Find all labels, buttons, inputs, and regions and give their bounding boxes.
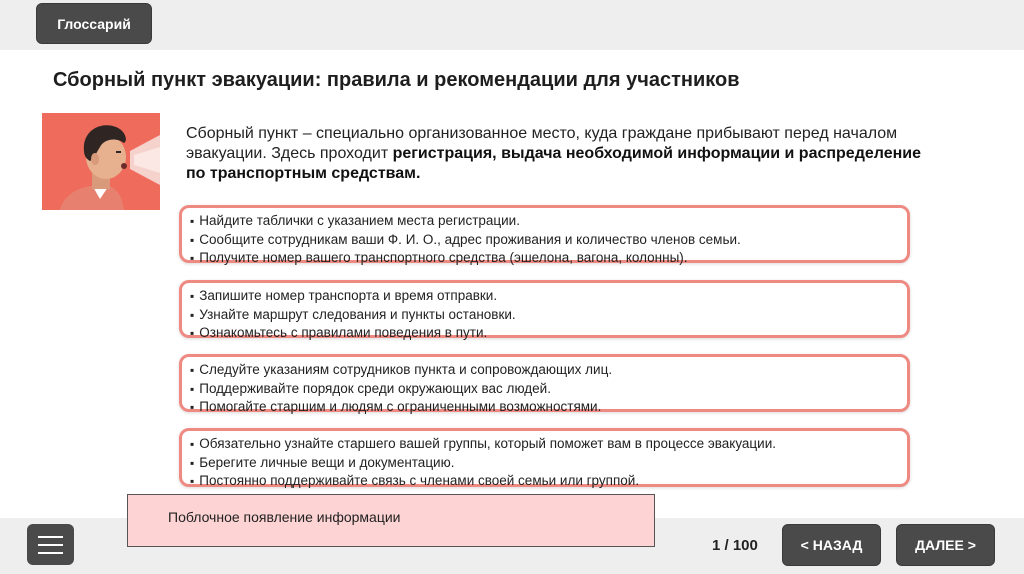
- list-item: ▪ Запишите номер транспорта и время отправки.: [190, 287, 897, 306]
- list-item: ▪ Ознакомьтесь с правилами поведения в пути.: [190, 324, 897, 343]
- page-title: Сборный пункт эвакуации: правила и рекомендации для участников: [53, 69, 740, 91]
- list-item: ▪ Поддерживайте порядок среди окружающих вас людей.: [190, 380, 897, 399]
- back-button[interactable]: < НАЗАД: [782, 524, 881, 566]
- top-bar: [0, 0, 1024, 50]
- info-block-3: [179, 354, 910, 412]
- next-button[interactable]: ДАЛЕЕ >: [896, 524, 995, 566]
- list-item: ▪ Найдите таблички с указанием места регистрации.: [190, 212, 897, 231]
- intro-bold: регистрация, выдача необходимой информации и распределение по транспортным средствам.: [186, 145, 922, 182]
- list-item: ▪ Помогайте старшим и людям с ограниченными возможностями.: [190, 398, 897, 417]
- hamburger-icon: [38, 536, 63, 538]
- person-speaking-icon: [42, 113, 160, 210]
- list-item: ▪ Следуйте указаниям сотрудников пункта и сопровождающих лиц.: [190, 361, 897, 380]
- list-item: ▪ Получите номер вашего транспортного средства (эшелона, вагона, колонны).: [190, 249, 897, 268]
- info-block-2: [179, 280, 910, 338]
- list-item: ▪ Постоянно поддерживайте связь с членами своей семьи или группой.: [190, 472, 897, 491]
- list-item: ▪ Сообщите сотрудникам ваши Ф. И. О., адрес проживания и количество членов семьи.: [190, 231, 897, 250]
- list-item: ▪ Обязательно узнайте старшего вашей группы, который поможет вам в процессе эвакуации.: [190, 435, 897, 454]
- menu-button[interactable]: [27, 524, 74, 565]
- page-counter: 1 / 100: [712, 537, 758, 554]
- glossary-button[interactable]: Глоссарий: [36, 3, 152, 44]
- info-block-1: [179, 205, 910, 263]
- list-item: ▪ Узнайте маршрут следования и пункты остановки.: [190, 306, 897, 325]
- intro-plain: Сборный пункт – специально организованное место, куда граждане прибывают перед началом эвакуации. Здесь проходит: [186, 125, 898, 162]
- annotation-note: Поблочное появление информации: [127, 494, 655, 547]
- list-item: ▪ Берегите личные вещи и документацию.: [190, 454, 897, 473]
- info-block-4: [179, 428, 910, 487]
- intro-text: [186, 124, 926, 184]
- hamburger-icon: [38, 544, 63, 546]
- hamburger-icon: [38, 552, 63, 554]
